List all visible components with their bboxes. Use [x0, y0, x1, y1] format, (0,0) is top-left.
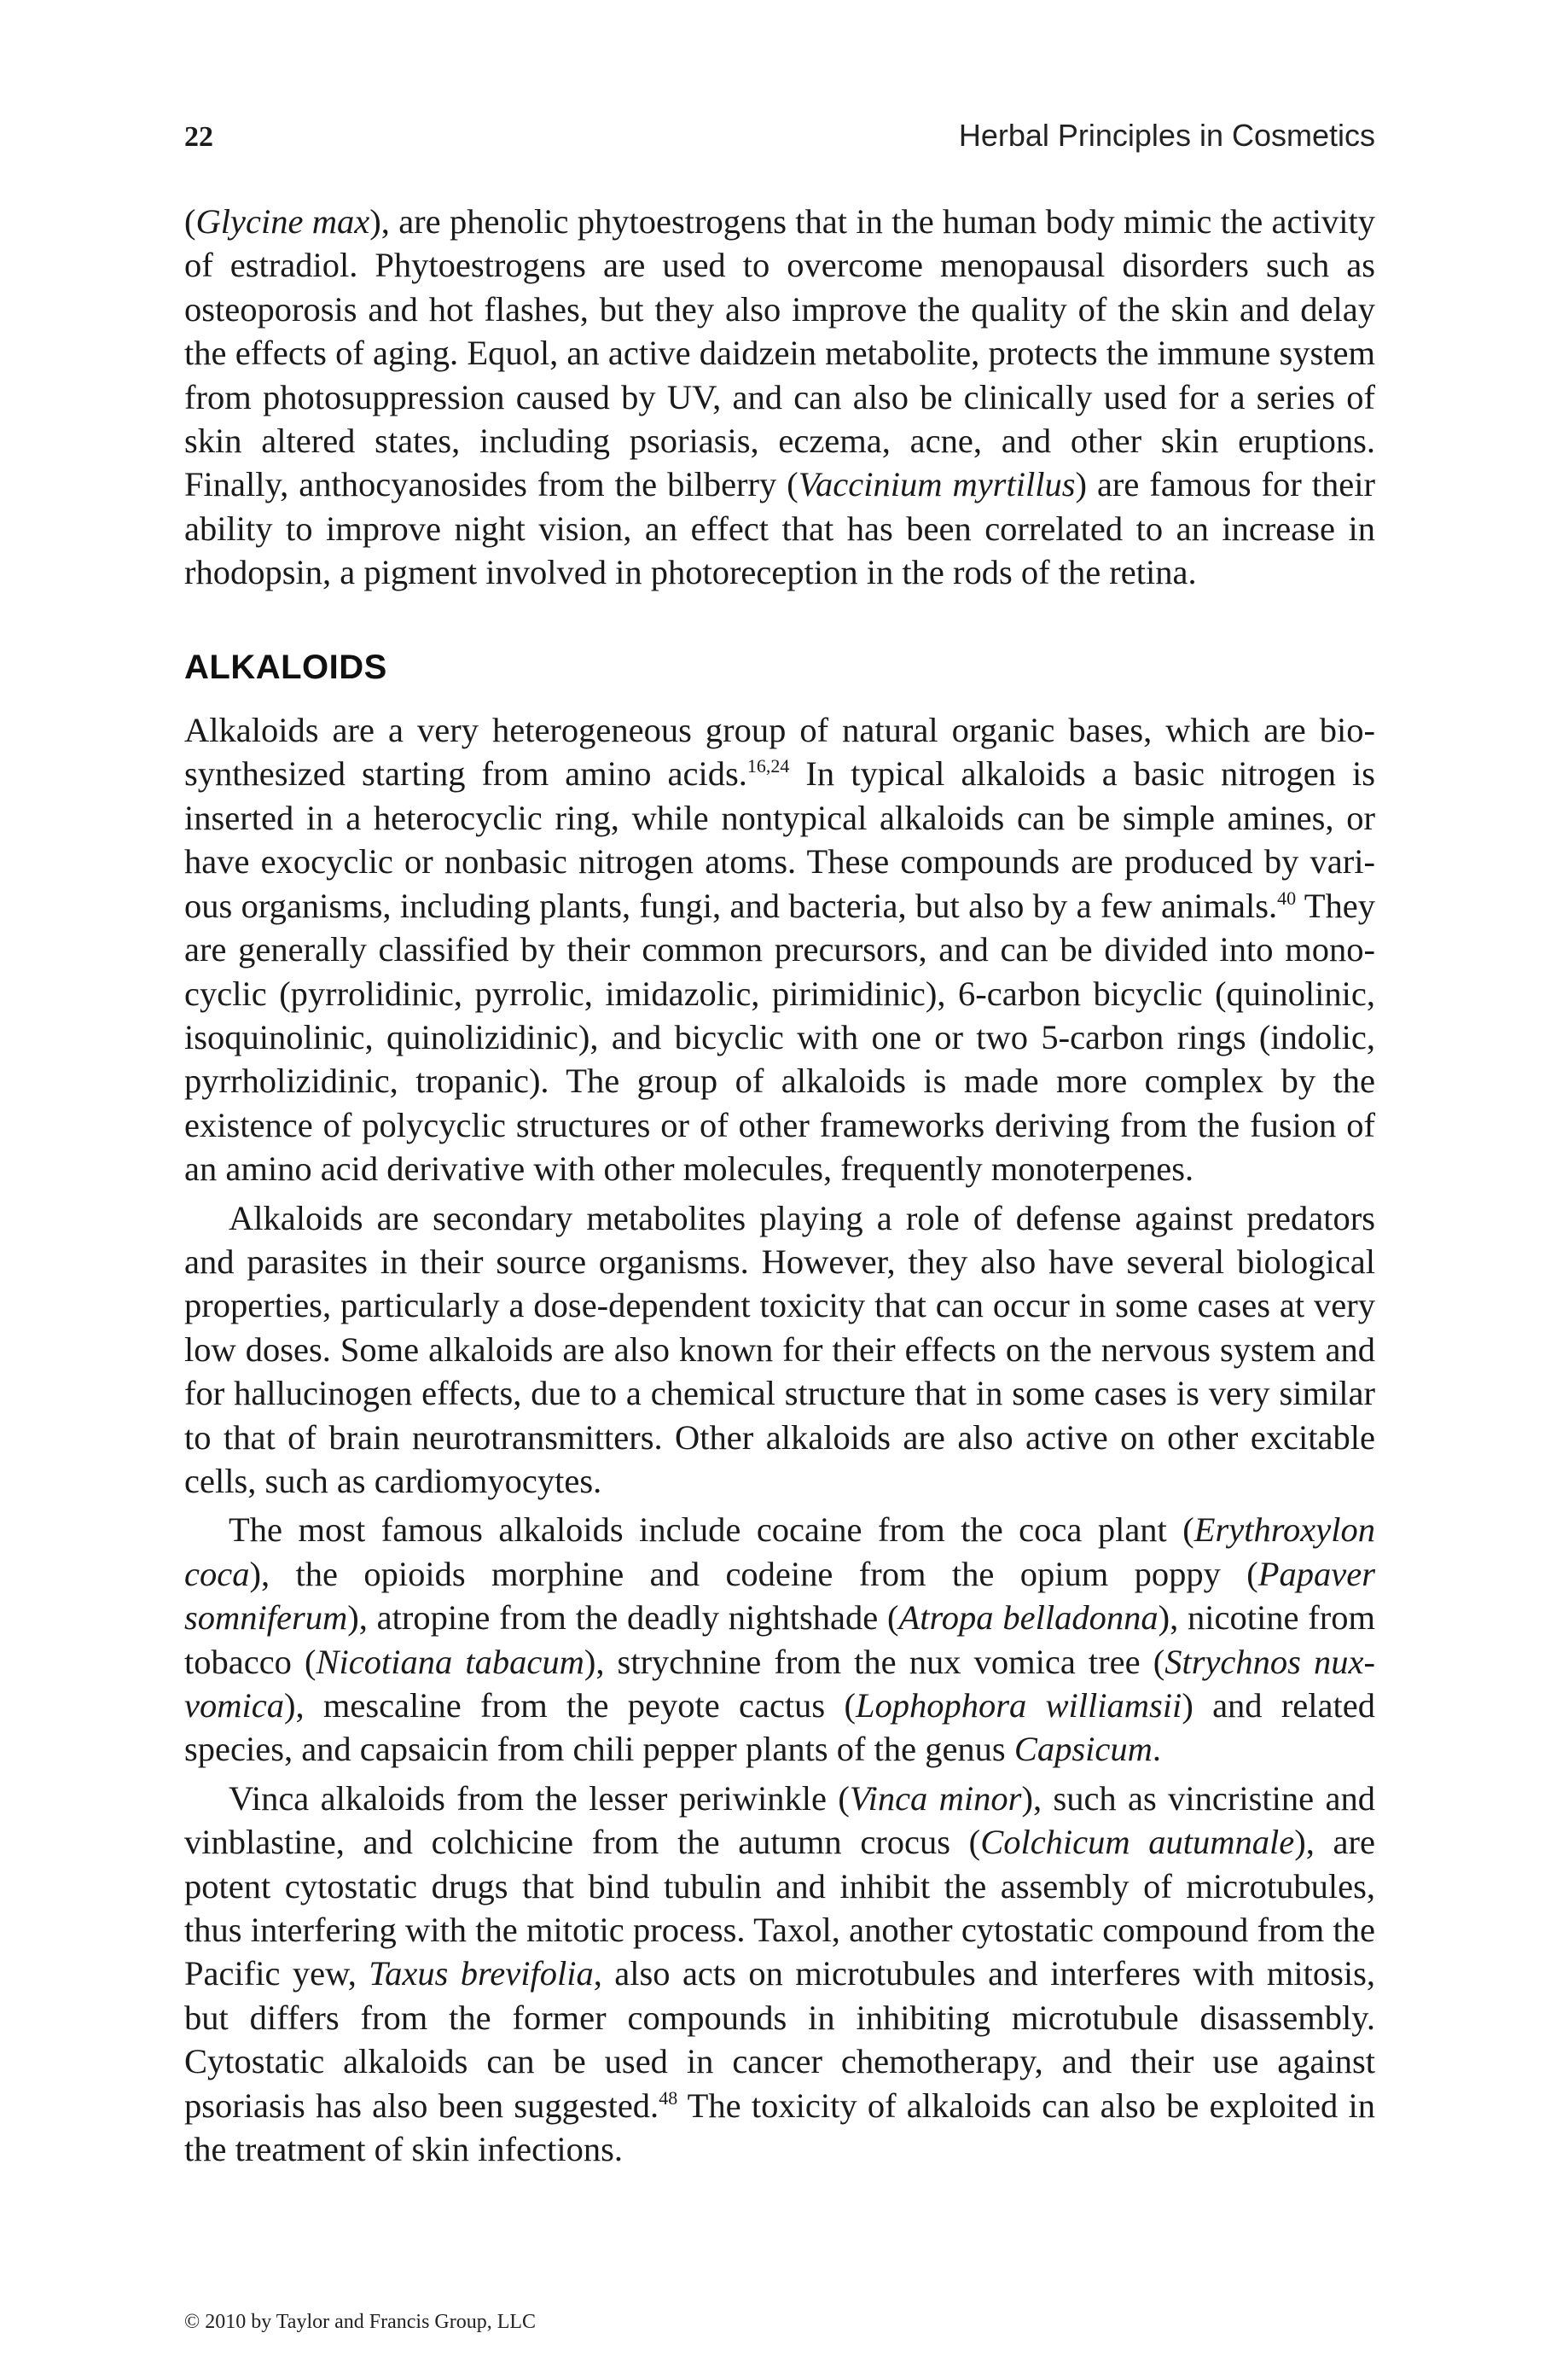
- genus-name: Capsicum: [1013, 1730, 1153, 1769]
- section-heading-alkaloids: ALKALOIDS: [184, 648, 387, 686]
- text-run: ), mescaline from the peyote cactus (: [283, 1686, 856, 1725]
- text-run: ) are famous for their ability to improve night vision, an effect that has been correlated to an increase in rhodopsin, a pigment involved in photoreception in the rods of the retina.: [184, 465, 1376, 592]
- text-run: The most famous alkaloids include cocaine from the coca plant (: [229, 1510, 1194, 1550]
- text-run: ), the opioids morphine and codeine from the opium poppy (: [249, 1554, 1258, 1593]
- species-name: Atropa belladonna: [898, 1598, 1159, 1638]
- running-head: [184, 118, 1375, 162]
- species-name: Erythroxylon coca: [184, 1510, 1375, 1593]
- citation-ref: 16,24: [746, 755, 790, 777]
- paragraph-1: [184, 708, 1375, 1190]
- species-name: Vinca minor: [849, 1778, 1022, 1818]
- paragraph-4: [184, 1777, 1375, 2172]
- running-title: Herbal Principles in Cosmetics: [958, 118, 1375, 153]
- species-name: Colchicum autumnale: [980, 1823, 1295, 1862]
- copyright-footer: © 2010 by Taylor and Francis Group, LLC: [184, 2311, 537, 2333]
- species-name: Lophophora williamsii: [855, 1686, 1182, 1725]
- paragraph-3: [184, 1508, 1375, 1771]
- text-run: , also acts on microtubules and interferes with mitosis, but differs from the former compounds in inhibiting microtubule disassembly. Cytostatic alkaloids can be used in cancer chemotherapy, and their use against psoriasis has also been suggested.: [184, 1954, 1376, 2125]
- text-run: ), atropine from the deadly nightshade (: [347, 1598, 899, 1638]
- species-name: Papaver somniferum: [184, 1554, 1375, 1638]
- intro-paragraph: (Glycine max), are phenolic phytoestrogens that in the human body mimic the activity of estradiol. Phytoestrogens are used to overcome menopausal disorders such as osteoporosis and hot flashes, but they also improve the quality of the skin and delay the effects of aging. Equol, an active daidzein metabolite, protects the immune system from photosuppression caused by UV, and can also be clinically used for a series of skin altered states, including psoriasis, eczema, acne, and other skin eruptions. Finally, anthocyanosides from the bilberry (Vaccinium myrtillus) are famous for their ability to improve night vision, an effect that has been correlated to an increase in rhodopsin, a pigment involved in photoreception in the rods of the retina.: [184, 202, 1376, 592]
- text-run: ), strychnine from the nux vomica tree (: [584, 1642, 1165, 1681]
- text-run: ) and related species, and capsaicin from chili pepper plants of the genus: [184, 1686, 1375, 1769]
- species-name: Vaccinium myrtillus: [798, 465, 1076, 504]
- text-run: ), are phenolic phytoestrogens that in the human body mimic the activity of estradiol. Phytoestrogens are used to overcome menopausal disorders such as osteoporosis and hot flashes, but they also improve the quality of the skin and delay the effects of aging. Equol, an active daidzein metabolite, protects the immune system from photosuppression caused by UV, and can also be clinically used for a series of skin altered states, including psoriasis, eczema, acne, and other skin eruptions. Finally, anthocyanosides from the bilberry (: [184, 202, 1375, 504]
- text-run: .: [1152, 1730, 1161, 1769]
- text-run: They are generally classified by their common precursors, and can be divided into monocyclic (pyrrolidinic, pyrrolic, imidazolic, pirimidinic), 6-carbon bicyclic (quinolinic, isoquinolinic, quinolizidinic), and bicyclic with one or two 5-carbon rings (indolic, pyrrholizidinic, tropanic). The group of alkaloids is made more complex by the existence of polycyclic structures or of other frameworks deriving from the fusion of an amino acid derivative with other molecules, frequently monoterpenes.: [184, 886, 1376, 1189]
- page: [184, 118, 1375, 2171]
- paragraph-2: Alkaloids are secondary metabolites playing a role of defense against predators and parasites in their source organisms. However, they also have several biological properties, particularly a dose-dependent toxicity that can occur in some cases at very low doses. Some alkaloids are also known for their effects on the nervous system and for hallucinogen effects, due to a chemical structure that in some cases is very similar to that of brain neurotransmitters. Other alkaloids are also active on other excitable cells, such as cardiomyocytes.: [184, 1198, 1375, 1500]
- species-name: Taxus brevifolia: [369, 1954, 594, 1993]
- text-run: Vinca alkaloids from the lesser periwinkle (: [229, 1778, 850, 1818]
- text-run: ), nicotine from tobacco (: [184, 1598, 1375, 1681]
- text-run: ), such as vincristine and vinblastine, and colchicine from the autumn crocus (: [184, 1778, 1375, 1862]
- text-run: Alkaloids are a very heterogeneous group of natural organic bases, which are biosynthesized starting from amino acids.: [184, 711, 1375, 794]
- species-name: Glycine max: [195, 202, 370, 241]
- text-run: ), are potent cytostatic drugs that bind tubulin and inhibit the assembly of microtubules, thus interfering with the mitotic process. Taxol, another cytostatic compound from the Pacific yew,: [184, 1823, 1375, 1993]
- species-name: Strychnos nux-vomica: [184, 1642, 1375, 1725]
- page-number: 22: [184, 121, 213, 153]
- body-text: [184, 200, 1375, 2171]
- citation-ref: 48: [659, 2086, 678, 2109]
- citation-ref: 40: [1277, 887, 1297, 909]
- species-name: Nicotiana tabacum: [316, 1642, 584, 1681]
- text-run: In typical alkaloids a basic nitrogen is inserted in a heterocyclic ring, while nontypical alkaloids can be simple amines, or have exocyclic or nonbasic nitrogen atoms. These compounds are produced by various organisms, including plants, fungi, and bacteria, but also by a few animals.: [184, 754, 1375, 925]
- text-run: The toxicity of alkaloids can also be exploited in the treatment of skin infections.: [184, 2086, 1376, 2169]
